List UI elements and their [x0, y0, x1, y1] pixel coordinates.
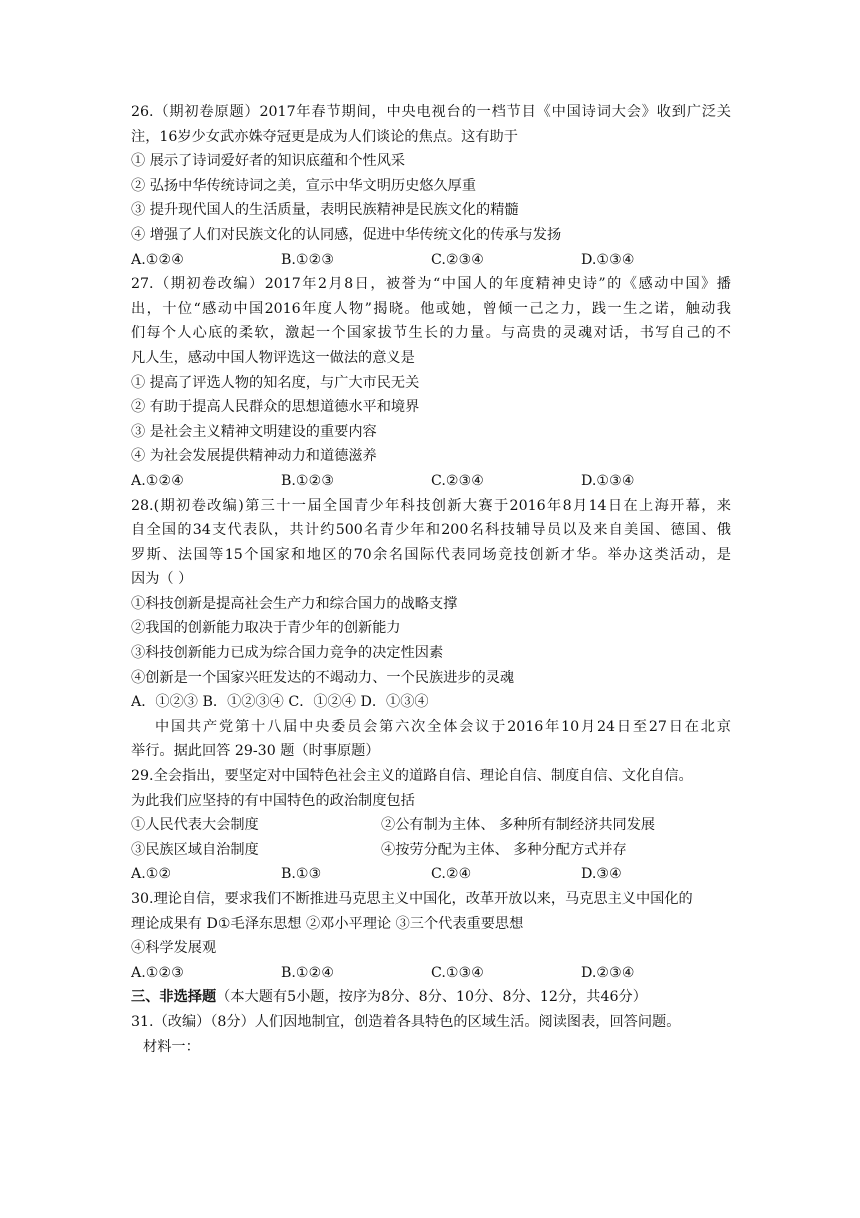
question-27-stem-line-4: 凡人生，感动中国人物评选这一做法的意义是	[131, 349, 415, 366]
question-30-option-c: C.①③④	[431, 964, 485, 981]
question-30-stem-line-1: 30.理论自信，要求我们不断推进马克思主义中国化，改革开放以来，马克思主义中国化的	[131, 891, 693, 907]
question-26-item-4: ④ 增强了人们对民族文化的认同感，促进中华传统文化的传承与发扬	[131, 226, 562, 243]
question-29-item-1: ①人民代表大会制度	[131, 817, 259, 834]
question-28-item-3: ③科技创新能力已成为综合国力竞争的决定性因素	[131, 645, 444, 662]
question-29	[131, 764, 731, 887]
section-3-description: （本大题有5小题，按序为8分、8分、10分、8分、12分，共46分）	[216, 989, 647, 1006]
question-29-item-3: ③民族区域自治制度	[131, 841, 259, 858]
question-30-option-a: A.①②③	[131, 964, 184, 981]
question-26-option-a: A.①②④	[131, 251, 184, 268]
question-27-stem-line-3: 们每个人心底的柔软，激起一个国家拔节生长的力量。与高贵的灵魂对话，书写自己的不	[131, 325, 731, 342]
question-27-stem-line-1: 27.（期初卷改编）2017年2月8日，被誉为“中国人的年度精神史诗”的《感动中国》播	[131, 276, 731, 293]
question-29-item-2: ②公有制为主体、 多种所有制经济共同发展	[381, 817, 656, 834]
question-29-item-4: ④按劳分配为主体、 多种分配方式并存	[381, 841, 627, 858]
question-28-item-4: ④创新是一个国家兴旺发达的不竭动力、一个民族进步的灵魂	[131, 669, 515, 686]
question-29-option-d: D.③④	[581, 866, 622, 883]
question-28-stem-line-3: 罗斯、法国等15个国家和地区的70余名国际代表同场竞技创新才华。举办这类活动，是	[131, 546, 731, 563]
question-27-options	[131, 469, 731, 494]
section-3-heading	[131, 985, 731, 1010]
question-27-option-b: B.①②③	[281, 472, 335, 489]
question-30-option-b: B.①②④	[281, 964, 335, 981]
question-28-stem-line-1: 28.(期初卷改编)第三十一届全国青少年科技创新大赛于2016年8月14日在上海开幕，来	[131, 497, 731, 514]
intro-line-1: 中国共产党第十八届中央委员会第六次全体会议于2016年10月24日至27日在北京	[155, 718, 731, 735]
question-26-options	[131, 248, 731, 273]
question-31-material-label: 材料一：	[143, 1038, 200, 1055]
question-29-option-b: B.①③	[281, 866, 322, 883]
intro-line-2: 举行。据此回答 29-30 题（时事原题）	[131, 743, 380, 760]
question-26-stem-line-1: 26.（期初卷原题）2017年春节期间，中央电视台的一档节目《中国诗词大会》收到广泛关	[131, 104, 731, 120]
exam-page	[131, 100, 731, 1059]
question-29-option-a: A.①②	[131, 866, 172, 883]
question-28-stem-line-2: 自全国的34支代表队，共计约500名青少年和200名科技辅导员以及来自美国、德国、俄	[131, 522, 731, 539]
question-27-item-4: ④ 为社会发展提供精神动力和道德滋养	[131, 448, 377, 465]
question-28-item-1: ①科技创新是提高社会生产力和综合国力的战略支撑	[131, 595, 458, 612]
question-31-stem: 31.（改编）（8分）人们因地制宜，创造着各具特色的区域生活。阅读图表，回答问题。	[131, 1013, 681, 1030]
question-26-option-b: B.①②③	[281, 251, 335, 268]
question-26-option-d: D.①③④	[581, 251, 635, 268]
questions-29-30-intro	[131, 715, 731, 764]
question-30-stem-line-2: 理论成果有 D①毛泽东思想 ②邓小平理论 ③三个代表重要思想	[131, 915, 524, 932]
question-30-option-d: D.②③④	[581, 964, 635, 981]
question-26-item-1: ① 展示了诗词爱好者的知识底蕴和个性风采	[131, 153, 406, 170]
question-27	[131, 272, 731, 493]
question-29-stem-line-1: 29.全会指出，要坚定对中国特色社会主义的道路自信、理论自信、制度自信、文化自信。	[131, 768, 693, 785]
question-29-items-row-2	[131, 838, 731, 863]
question-30	[131, 887, 731, 985]
question-28	[131, 494, 731, 715]
question-27-item-2: ② 有助于提高人民群众的思想道德水平和境界	[131, 399, 420, 416]
question-27-item-1: ① 提高了评选人物的知名度，与广大市民无关	[131, 374, 420, 391]
question-27-option-d: D.①③④	[581, 472, 635, 489]
question-30-stem-line-3: ④科学发展观	[131, 940, 217, 957]
question-28-stem-line-4: 因为（ ）	[131, 571, 193, 588]
question-26-item-2: ② 弘扬中华传统诗词之美，宣示中华文明历史悠久厚重	[131, 177, 477, 194]
question-26	[131, 100, 731, 272]
question-29-option-c: C.②④	[431, 866, 472, 883]
question-29-stem-line-2: 为此我们应坚持的有中国特色的政治制度包括	[131, 792, 415, 809]
question-27-stem-line-2: 出，十位“感动中国2016年度人物”揭晓。他或她，曾倾一己之力，践一生之诺，触动我	[131, 300, 731, 317]
question-26-item-3: ③ 提升现代国人的生活质量，表明民族精神是民族文化的精髓	[131, 202, 519, 219]
question-27-option-c: C.②③④	[431, 472, 485, 489]
question-31	[131, 1010, 731, 1059]
section-3-title: 三、非选择题	[131, 989, 217, 1006]
question-27-item-3: ③ 是社会主义精神文明建设的重要内容	[131, 423, 377, 440]
question-28-item-2: ②我国的创新能力取决于青少年的创新能力	[131, 620, 401, 637]
question-30-options	[131, 961, 731, 986]
question-29-items-row-1	[131, 813, 731, 838]
question-28-options: A．①②③ B．①②③④ C．①②④ D．①③④	[131, 694, 429, 711]
question-29-options	[131, 862, 731, 887]
question-26-option-c: C.②③④	[431, 251, 485, 268]
question-26-stem-line-2: 注，16岁少女武亦姝夺冠更是成为人们谈论的焦点。这有助于	[131, 128, 518, 145]
question-27-option-a: A.①②④	[131, 472, 184, 489]
